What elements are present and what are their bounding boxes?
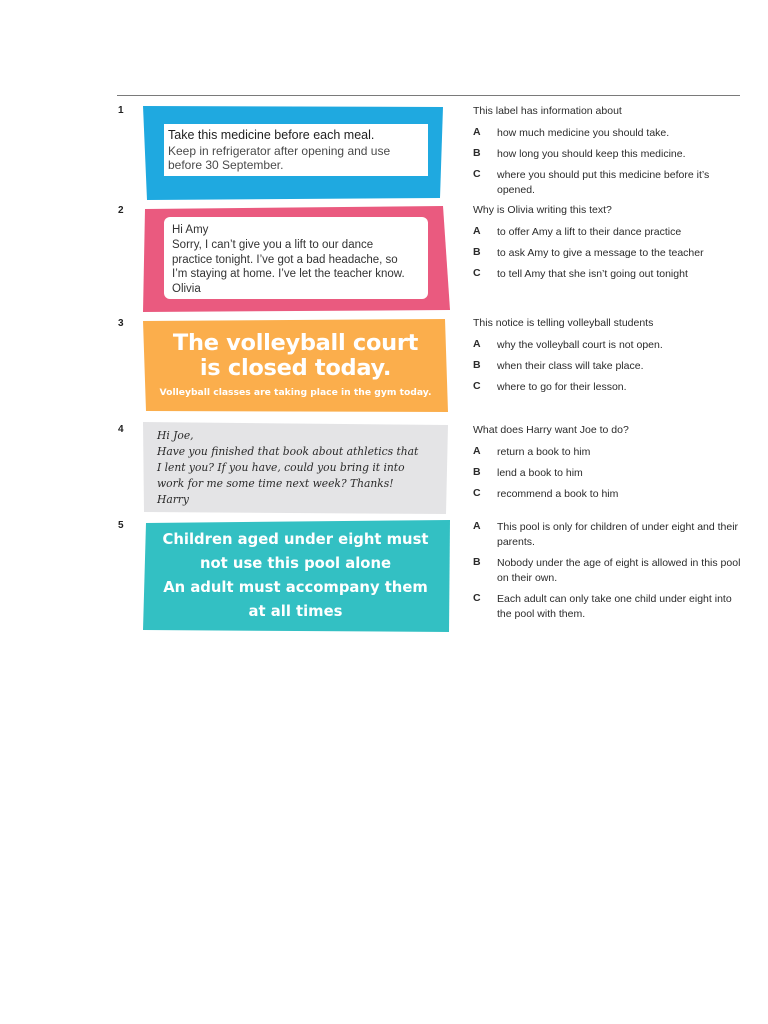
option-text: to tell Amy that she isn’t going out tonight: [497, 268, 688, 280]
notice-text: Harry: [157, 493, 189, 506]
option-letter: B: [473, 556, 481, 568]
message-panel: [164, 217, 428, 299]
option-letter: B: [473, 147, 481, 159]
notice-text: at all times: [248, 603, 343, 620]
question-prompt: This label has information about: [473, 105, 622, 117]
option-text: Nobody under the age of eight is allowed in this pool on their own.: [497, 557, 741, 584]
notice-subtext: Volleyball classes are taking place in the gym today.: [159, 387, 432, 398]
question-number: 4: [118, 424, 124, 435]
option-text: recommend a book to him: [497, 488, 619, 500]
option-text: lend a book to him: [497, 467, 583, 479]
notice-text: Hi Amy: [172, 224, 209, 236]
option-letter: B: [473, 246, 481, 258]
option-letter: C: [473, 267, 481, 279]
notice-headline: The volleyball court: [172, 330, 419, 356]
top-rule: [117, 95, 740, 96]
notice-text: I’m staying at home. I’ve let the teacher know.: [172, 268, 405, 280]
option-letter: C: [473, 168, 481, 180]
volleyball-notice: [143, 319, 448, 412]
notice-text: not use this pool alone: [199, 555, 392, 572]
notice-text: I lent you? If you have, could you bring it into: [157, 461, 405, 474]
option-letter: C: [473, 380, 481, 392]
handwritten-note-notice: [143, 422, 448, 514]
medicine-label-notice: [143, 106, 443, 200]
notice-text: Children aged under eight must: [162, 531, 429, 548]
option-text: how much medicine you should take.: [497, 127, 670, 139]
question-number: 5: [118, 520, 124, 531]
question-prompt: What does Harry want Joe to do?: [473, 424, 629, 436]
option-text: where to go for their lesson.: [497, 381, 627, 393]
pool-sign-notice: [143, 520, 450, 632]
notice-text: work for me some time next week? Thanks!: [157, 477, 394, 490]
option-text: return a book to him: [497, 446, 591, 458]
notice-text: practice tonight. I’ve got a bad headache, so: [172, 253, 398, 266]
option-letter: C: [473, 592, 481, 604]
label-panel: [164, 124, 428, 176]
question-prompt: This notice is telling volleyball students: [473, 317, 654, 329]
text-message-notice: [143, 206, 450, 312]
option-letter: A: [473, 338, 481, 350]
notice-text: An adult must accompany them: [163, 579, 428, 596]
option-letter: B: [473, 466, 481, 478]
option-letter: A: [473, 225, 481, 237]
notice-text: Take this medicine before each meal.: [168, 128, 375, 142]
option-text: why the volleyball court is not open.: [497, 339, 663, 351]
notice-text: Sorry, I can’t give you a lift to our dance: [172, 239, 374, 251]
notice-headline: is closed today.: [199, 355, 392, 381]
option-letter: A: [473, 126, 481, 138]
option-letter: A: [473, 520, 481, 532]
question-prompt: Why is Olivia writing this text?: [473, 204, 612, 216]
question-number: 2: [118, 205, 124, 216]
option-text: where you should put this medicine before it’s opened.: [497, 169, 710, 196]
option-letter: C: [473, 487, 481, 499]
option-text: to offer Amy a lift to their dance practice: [497, 226, 682, 238]
notice-text: Keep in refrigerator after opening and use before 30 September.: [168, 144, 391, 172]
option-text: how long you should keep this medicine.: [497, 148, 686, 160]
option-text: to ask Amy to give a message to the teacher: [497, 247, 704, 259]
option-text: when their class will take place.: [497, 360, 644, 372]
option-letter: B: [473, 359, 481, 371]
option-text: This pool is only for children of under eight and their parents.: [497, 521, 739, 548]
option-letter: A: [473, 445, 481, 457]
notice-text: Hi Joe,: [157, 429, 194, 442]
notice-text: Olivia: [172, 282, 201, 295]
notice-text: Have you finished that book about athletics that: [157, 445, 419, 458]
question-number: 3: [118, 318, 124, 329]
question-number: 1: [118, 105, 124, 116]
option-text: Each adult can only take one child under eight into the pool with them.: [497, 593, 732, 620]
